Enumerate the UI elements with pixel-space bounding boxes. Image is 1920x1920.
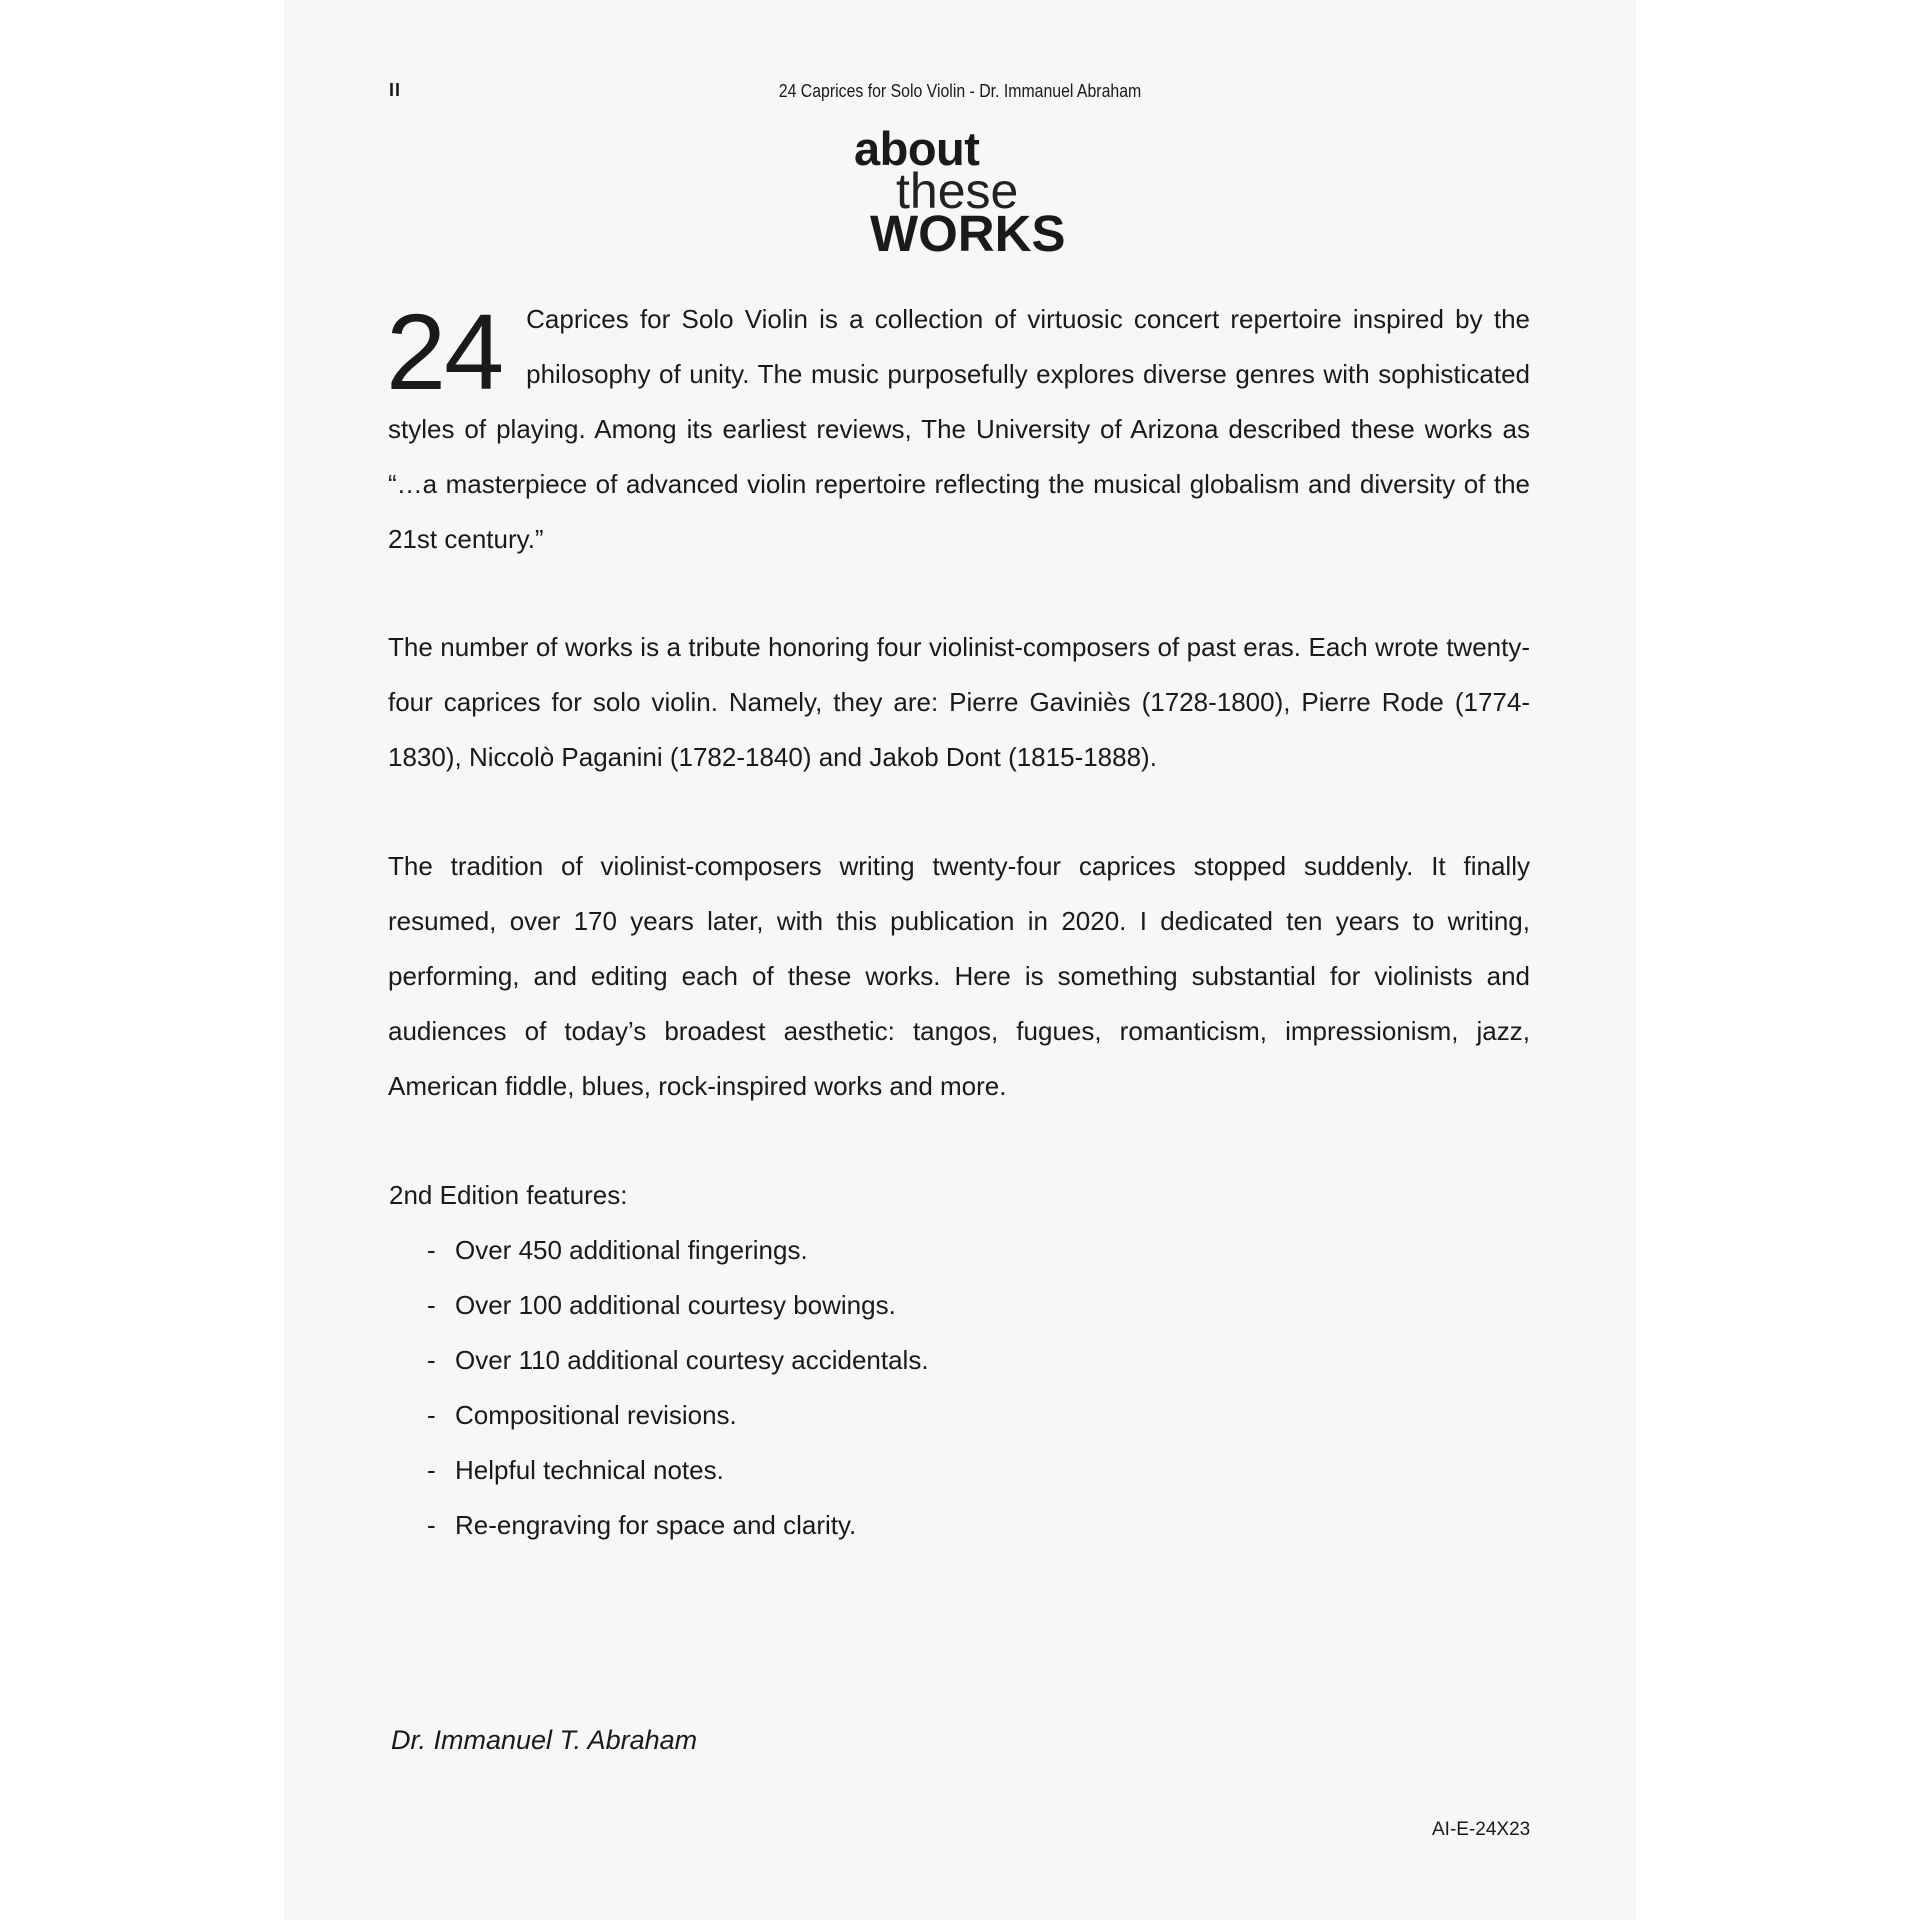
list-bullet: - — [427, 1345, 436, 1375]
list-item-text: Compositional revisions. — [455, 1400, 737, 1430]
list-item — [427, 1388, 929, 1443]
title-line-these: these — [896, 163, 1019, 219]
paragraph-intro-text: Caprices for Solo Violin is a collection of virtuosic concert repertoire inspired by the philosophy of unity. The music purposefully explores diverse genres with sophisticated styles of playing. Among its earliest reviews, The University of Arizona described these works as “…a masterpiece of advanced violin repertoire reflecting the musical globalism and diversity of the 21st century.” — [388, 304, 1530, 554]
author-signature: Dr. Immanuel T. Abraham — [391, 1725, 698, 1755]
paragraph-intro — [388, 292, 1530, 567]
list-item-text: Over 110 additional courtesy accidentals. — [455, 1345, 929, 1375]
list-item-text: Over 100 additional courtesy bowings. — [455, 1290, 896, 1320]
features-list — [427, 1223, 929, 1553]
list-item — [427, 1333, 929, 1388]
page-number: II — [389, 80, 402, 100]
list-item — [427, 1498, 929, 1553]
page-title — [854, 122, 1154, 262]
drop-cap: 24 — [386, 291, 503, 412]
list-bullet: - — [427, 1455, 436, 1485]
document-page — [284, 0, 1636, 1920]
document-code: AI-E-24X23 — [1432, 1819, 1531, 1840]
list-bullet: - — [427, 1510, 436, 1540]
list-item — [427, 1223, 929, 1278]
list-bullet: - — [427, 1400, 436, 1430]
running-header: 24 Caprices for Solo Violin - Dr. Immanuel Abraham — [778, 81, 1142, 101]
list-item — [427, 1443, 929, 1498]
title-line-works: WORKS — [870, 205, 1066, 262]
paragraph-tribute: The number of works is a tribute honoring four violinist-composers of past eras. Each wrote twenty-four caprices for solo violin. Namely, they are: Pierre Gaviniès (1728-1800), Pierre Rode (1774-1830), Niccolò Paganini (1782-1840) and Jakob Dont (1815-1888). — [388, 632, 1530, 772]
list-item — [427, 1278, 929, 1333]
list-item-text: Over 450 additional fingerings. — [455, 1235, 808, 1265]
list-bullet: - — [427, 1235, 436, 1265]
features-heading: 2nd Edition features: — [389, 1180, 628, 1210]
title-line-about: about — [854, 122, 980, 175]
list-item-text: Re-engraving for space and clarity. — [455, 1510, 857, 1540]
paragraph-tradition: The tradition of violinist-composers writing twenty-four caprices stopped suddenly. It finally resumed, over 170 years later, with this publication in 2020. I dedicated ten years to writing, performing, and editing each of these works. Here is something substantial for violinists and audiences of today’s broadest aesthetic: tangos, fugues, romanticism, impressionism, jazz, American fiddle, blues, rock-inspired works and more. — [388, 851, 1530, 1101]
list-bullet: - — [427, 1290, 436, 1320]
list-item-text: Helpful technical notes. — [455, 1455, 724, 1485]
